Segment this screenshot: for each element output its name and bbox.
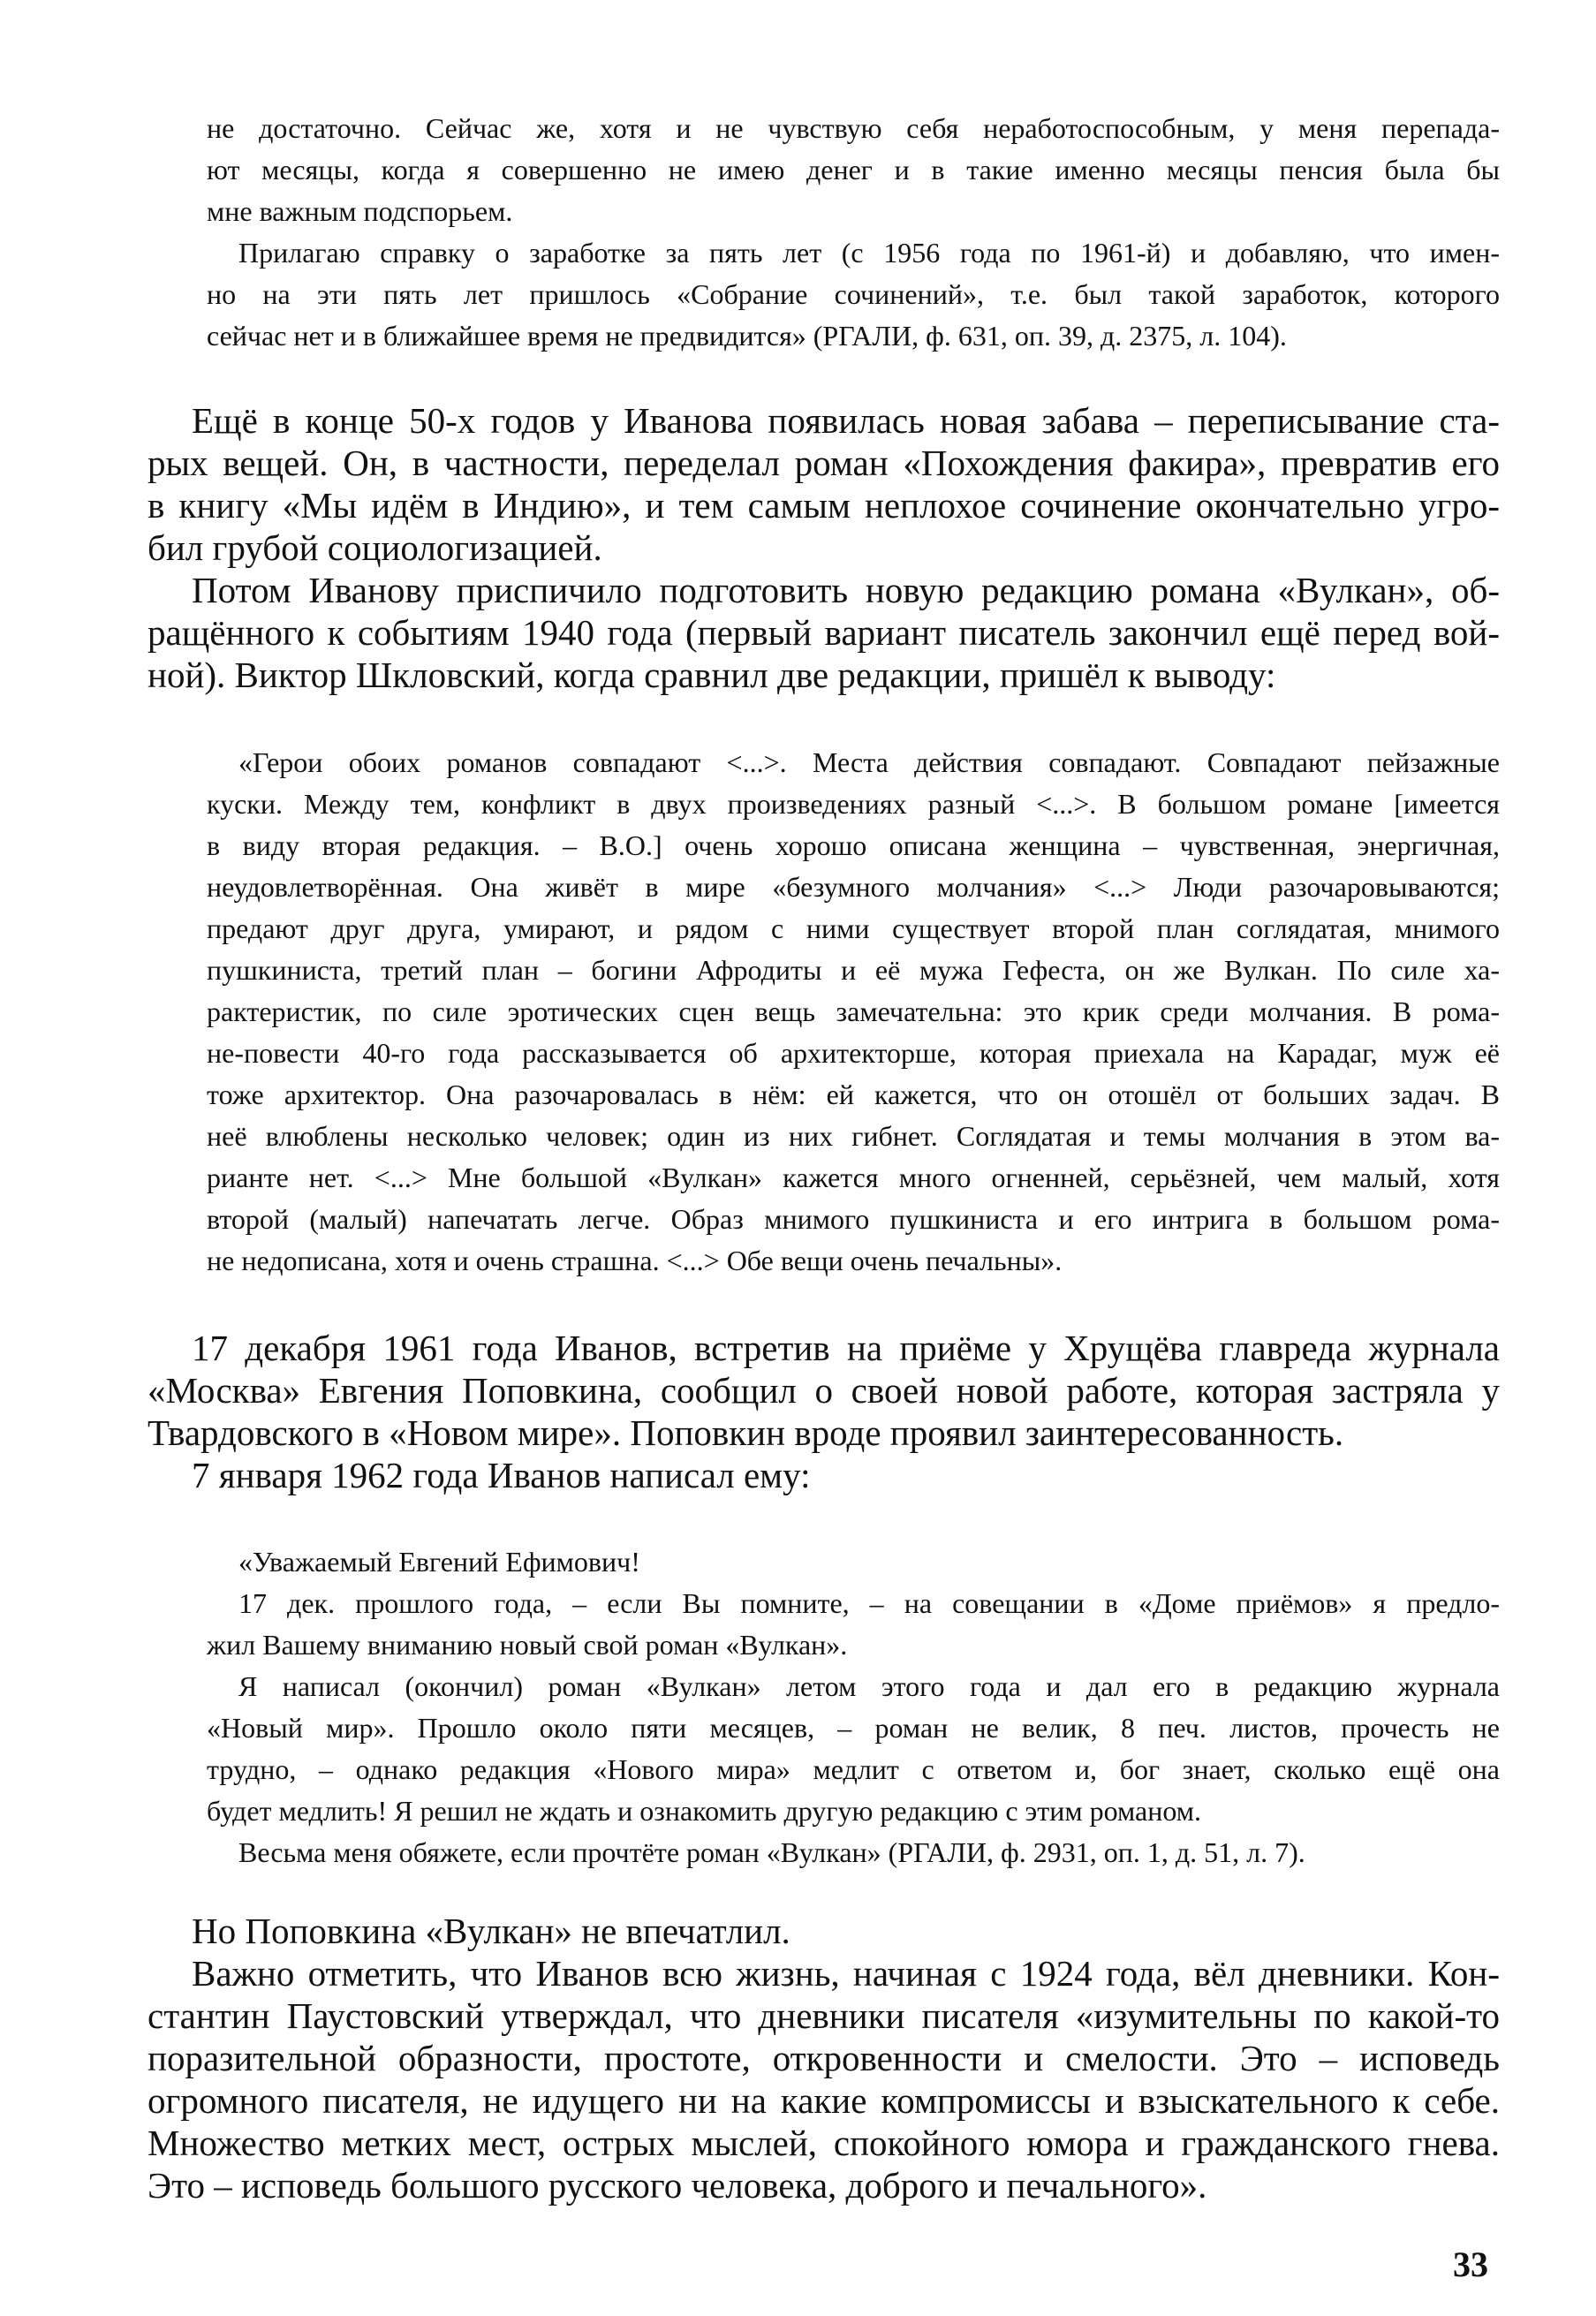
text-line: не недописана, хотя и очень страшна. <...> Обе вещи очень печальны». [207,1245,1063,1276]
text-line: рактеристик, по силе эротических сцен вещь замечательна: это крик среди молчания. В рома- [207,995,1500,1027]
paragraph [147,569,1500,696]
text-line: Но Поповкина «Вулкан» не впечатлил. [192,1911,790,1951]
text-line: «Новый мир». Прошло около пяти месяцев, – роман не велик, 8 печ. листов, прочесть не [207,1712,1500,1744]
text-line: неудовлетворённая. Она живёт в мире «безумного молчания» <...> Люди разочаровываются; [207,871,1500,903]
text-line: не-повести 40-го года рассказывается об архитекторше, которая приехала на Карадаг, муж её [207,1037,1500,1069]
paragraph [207,1666,1500,1832]
text-line: огромного писателя, не идущего ни на какие компромиссы и взыскательного к себе. [147,2080,1500,2121]
paragraph [207,1583,1500,1666]
paragraph [207,108,1500,232]
letter-quote-popovkin [207,1541,1500,1873]
text-line: не достаточно. Сейчас же, хотя и не чувствую себя неработоспособным, у меня перепада- [207,112,1500,144]
body-text-popovkin [147,1327,1500,1496]
text-line: куски. Между тем, конфликт в двух произведениях разный <...>. В большом романе [имеется [207,788,1500,820]
text-line: ют месяцы, когда я совершенно не имею денег и в такие именно месяцы пенсия была бы [207,154,1500,185]
text-line: стантин Паустовский утверждал, что дневники писателя «изумительны по какой-то [147,1995,1500,2036]
text-line: мне важным подспорьем. [207,195,513,227]
text-line: ной). Виктор Шкловский, когда сравнил две редакции, пришёл к выводу: [147,655,1276,695]
text-line: неё влюблены несколько человек; один из них гибнет. Соглядатая и темы молчания в этом ва- [207,1120,1500,1152]
paragraph [207,232,1500,357]
text-line: ращённого к событиям 1940 года (первый вариант писатель закончил ещё перед вой- [147,612,1500,653]
text-line: Весьма меня обяжете, если прочтёте роман «Вулкан» (РГАЛИ, ф. 2931, оп. 1, д. 51, л. 7). [238,1836,1305,1868]
text-line: «Герои обоих романов совпадают <...>. Места действия совпадают. Совпадают пейзажные [238,746,1500,778]
text-line: Важно отметить, что Иванов всю жизнь, начиная с 1924 года, вёл дневники. Кон- [192,1953,1500,1994]
text-line: трудно, – однако редакция «Нового мира» медлит с ответом и, бог знает, сколько ещё она [207,1753,1500,1785]
paragraph [207,1832,1500,1873]
text-line: «Москва» Евгения Поповкина, сообщил о своей новой работе, которая застряла у [147,1370,1500,1411]
text-line: в книгу «Мы идём в Индию», и тем самым неплохое сочинение окончательно угро- [147,485,1500,526]
text-line: пушкиниста, третий план – богини Афродиты и её мужа Гефеста, он же Вулкан. По силе ха- [207,954,1500,986]
text-line: Ещё в конце 50-х годов у Иванова появилась новая забава – переписывание ста- [192,400,1500,441]
body-text-rewriting [147,399,1500,696]
quote-shklovsky [207,742,1500,1282]
text-line: второй (малый) напечатать легче. Образ мнимого пушкиниста и его интрига в большом рома- [207,1203,1500,1235]
paragraph [147,1327,1500,1454]
letter-quote-pension [207,108,1500,357]
text-line: 17 дек. прошлого года, – если Вы помните, – на совещании в «Доме приёмов» я предло- [238,1587,1500,1619]
text-line: жил Вашему вниманию новый свой роман «Вулкан». [207,1629,848,1661]
text-line: но на эти пять лет пришлось «Собрание сочинений», т.е. был такой заработок, которого [207,278,1500,310]
text-line: рианте нет. <...> Мне большой «Вулкан» кажется много огненней, серьёзней, чем малый, хотя [207,1162,1500,1193]
paragraph [207,1541,1500,1583]
paragraph [147,399,1500,569]
text-line: Это – исповедь большого русского человека, доброго и печального». [147,2165,1207,2206]
body-text-diaries [147,1910,1500,2206]
text-line: 7 января 1962 года Иванов написал ему: [192,1455,811,1495]
text-line: поразительной образности, простоте, откровенности и смелости. Это – исповедь [147,2038,1500,2078]
text-line: Потом Иванову приспичило подготовить новую редакцию романа «Вулкан», об- [192,570,1500,610]
text-line: Я написал (окончил) роман «Вулкан» летом этого года и дал его в редакцию журнала [238,1670,1500,1702]
paragraph [147,1952,1500,2206]
text-line: «Уважаемый Евгений Ефимович! [238,1546,640,1578]
page-number: 33 [1453,2244,1488,2284]
text-line: Прилагаю справку о заработке за пять лет (с 1956 года по 1961-й) и добавляю, что имен- [238,237,1500,269]
text-line: рых вещей. Он, в частности, переделал роман «Похождения факира», превратив его [147,443,1500,483]
paragraph [207,742,1500,1282]
text-line: тоже архитектор. Она разочаровалась в нём: ей кажется, что он отошёл от больших задач. В [207,1079,1500,1110]
text-line: 17 декабря 1961 года Иванов, встретив на приёме у Хрущёва главреда журнала [192,1328,1500,1368]
text-line: в виду вторая редакция. – В.О.] очень хорошо описана женщина – чувственная, энергичная, [207,829,1500,861]
paragraph [147,1454,1500,1496]
text-line: предают друг друга, умирают, и рядом с ними существует второй план соглядатая, мнимого [207,912,1500,944]
text-line: бил грубой социологизацией. [147,527,602,568]
text-line: сейчас нет и в ближайшее время не предвидится» (РГАЛИ, ф. 631, оп. 39, д. 2375, л. 104). [207,320,1287,352]
paragraph [147,1910,1500,1952]
text-line: будет медлить! Я решил не ждать и ознакомить другую редакцию с этим романом. [207,1795,1202,1827]
text-line: Множество метких мест, острых мыслей, спокойного юмора и гражданского гнева. [147,2123,1500,2163]
text-line: Твардовского в «Новом мире». Поповкин вроде проявил заинтересованность. [147,1412,1344,1453]
